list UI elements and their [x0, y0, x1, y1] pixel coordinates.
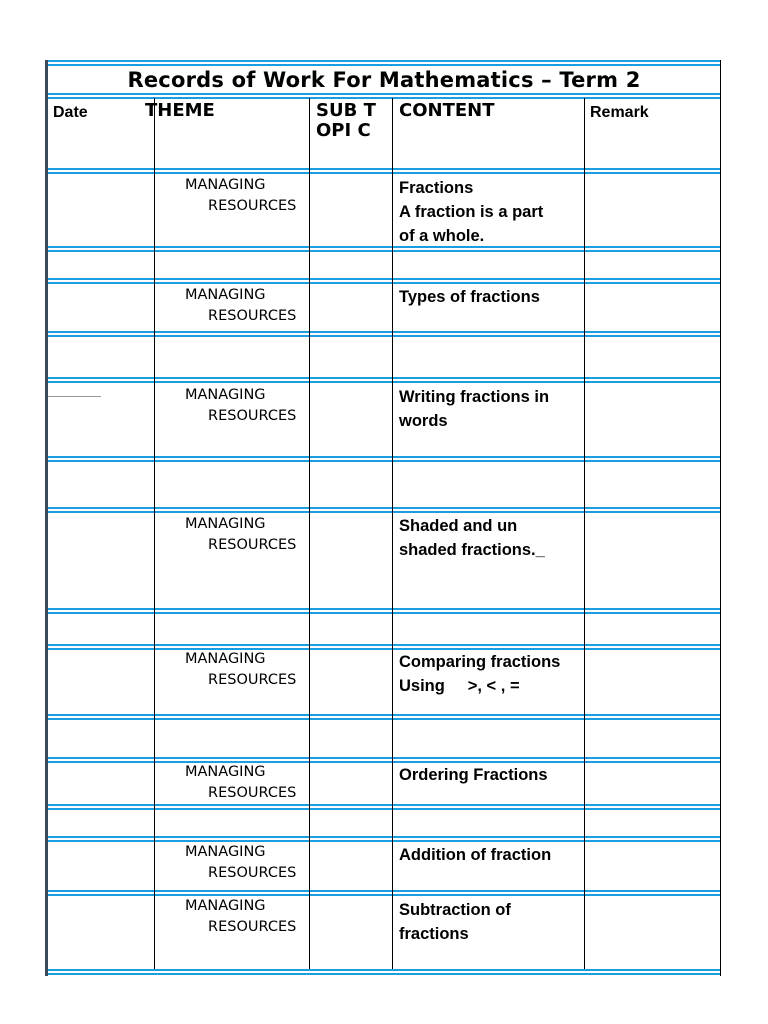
- rule: [48, 608, 720, 615]
- theme-line: RESOURCES: [208, 408, 297, 424]
- theme-line: RESOURCES: [208, 308, 297, 324]
- rule: [48, 331, 720, 338]
- column-divider: [154, 98, 155, 969]
- content-line: of a whole.: [399, 227, 485, 245]
- content-line: shaded fractions._: [399, 541, 545, 559]
- content-cell: [399, 898, 589, 946]
- content-line: fractions: [399, 925, 469, 943]
- theme-line: MANAGING: [185, 387, 266, 403]
- theme-line: MANAGING: [185, 651, 266, 667]
- theme-cell: [185, 649, 296, 691]
- theme-line: RESOURCES: [208, 919, 297, 935]
- content-line: Addition of fraction: [399, 846, 552, 864]
- header-date: Date: [53, 104, 88, 121]
- theme-line: MANAGING: [185, 898, 266, 914]
- rule: [48, 377, 720, 384]
- rule-title: [48, 93, 720, 100]
- header-content: CONTENT: [399, 100, 495, 121]
- content-line: Writing fractions in: [399, 388, 550, 406]
- theme-line: MANAGING: [185, 844, 266, 860]
- content-cell: [399, 650, 589, 698]
- column-divider: [392, 98, 393, 969]
- content-line: Fractions: [399, 179, 474, 197]
- content-line: Using >, < , =: [399, 677, 520, 695]
- content-cell: [399, 763, 589, 787]
- theme-cell: [185, 175, 296, 217]
- header-theme: THEME: [145, 100, 215, 121]
- theme-cell: [185, 285, 296, 327]
- rule-bottom: [48, 969, 720, 976]
- theme-line: RESOURCES: [208, 785, 297, 801]
- page-title: Records of Work For Mathematics – Term 2: [127, 68, 641, 92]
- content-line: Ordering Fractions: [399, 766, 548, 784]
- content-cell: [399, 285, 589, 309]
- theme-line: RESOURCES: [208, 198, 297, 214]
- column-divider: [309, 98, 310, 969]
- content-cell: [399, 514, 589, 562]
- rule: [48, 644, 720, 651]
- content-line: Shaded and un: [399, 517, 518, 535]
- theme-cell: [185, 842, 296, 884]
- rule: [48, 246, 720, 253]
- content-line: Types of fractions: [399, 288, 540, 306]
- records-table: [45, 60, 721, 976]
- content-cell: [399, 843, 589, 867]
- content-cell: [399, 176, 589, 248]
- rule: [48, 456, 720, 463]
- header-subtopic: SUB TOPI C: [316, 100, 376, 141]
- header-remark: Remark: [590, 104, 649, 121]
- theme-cell: [185, 514, 296, 556]
- theme-line: MANAGING: [185, 287, 266, 303]
- theme-line: MANAGING: [185, 177, 266, 193]
- theme-cell: [185, 385, 296, 427]
- content-line: words: [399, 412, 448, 430]
- theme-line: RESOURCES: [208, 537, 297, 553]
- rule: [48, 836, 720, 843]
- content-cell: [399, 385, 589, 433]
- table-right-border: [720, 60, 721, 976]
- rule: [48, 757, 720, 764]
- theme-cell: [185, 762, 296, 804]
- content-line: Comparing fractions: [399, 653, 561, 671]
- stray-line: [48, 396, 101, 397]
- rule: [48, 890, 720, 897]
- content-line: Subtraction of: [399, 901, 511, 919]
- theme-line: MANAGING: [185, 516, 266, 532]
- theme-line: RESOURCES: [208, 865, 297, 881]
- rule: [48, 278, 720, 285]
- rule: [48, 507, 720, 514]
- theme-line: MANAGING: [185, 764, 266, 780]
- theme-cell: [185, 896, 296, 938]
- rule-header: [48, 168, 720, 175]
- theme-line: RESOURCES: [208, 672, 297, 688]
- rule: [48, 714, 720, 721]
- rule: [48, 804, 720, 811]
- content-line: A fraction is a part: [399, 203, 544, 221]
